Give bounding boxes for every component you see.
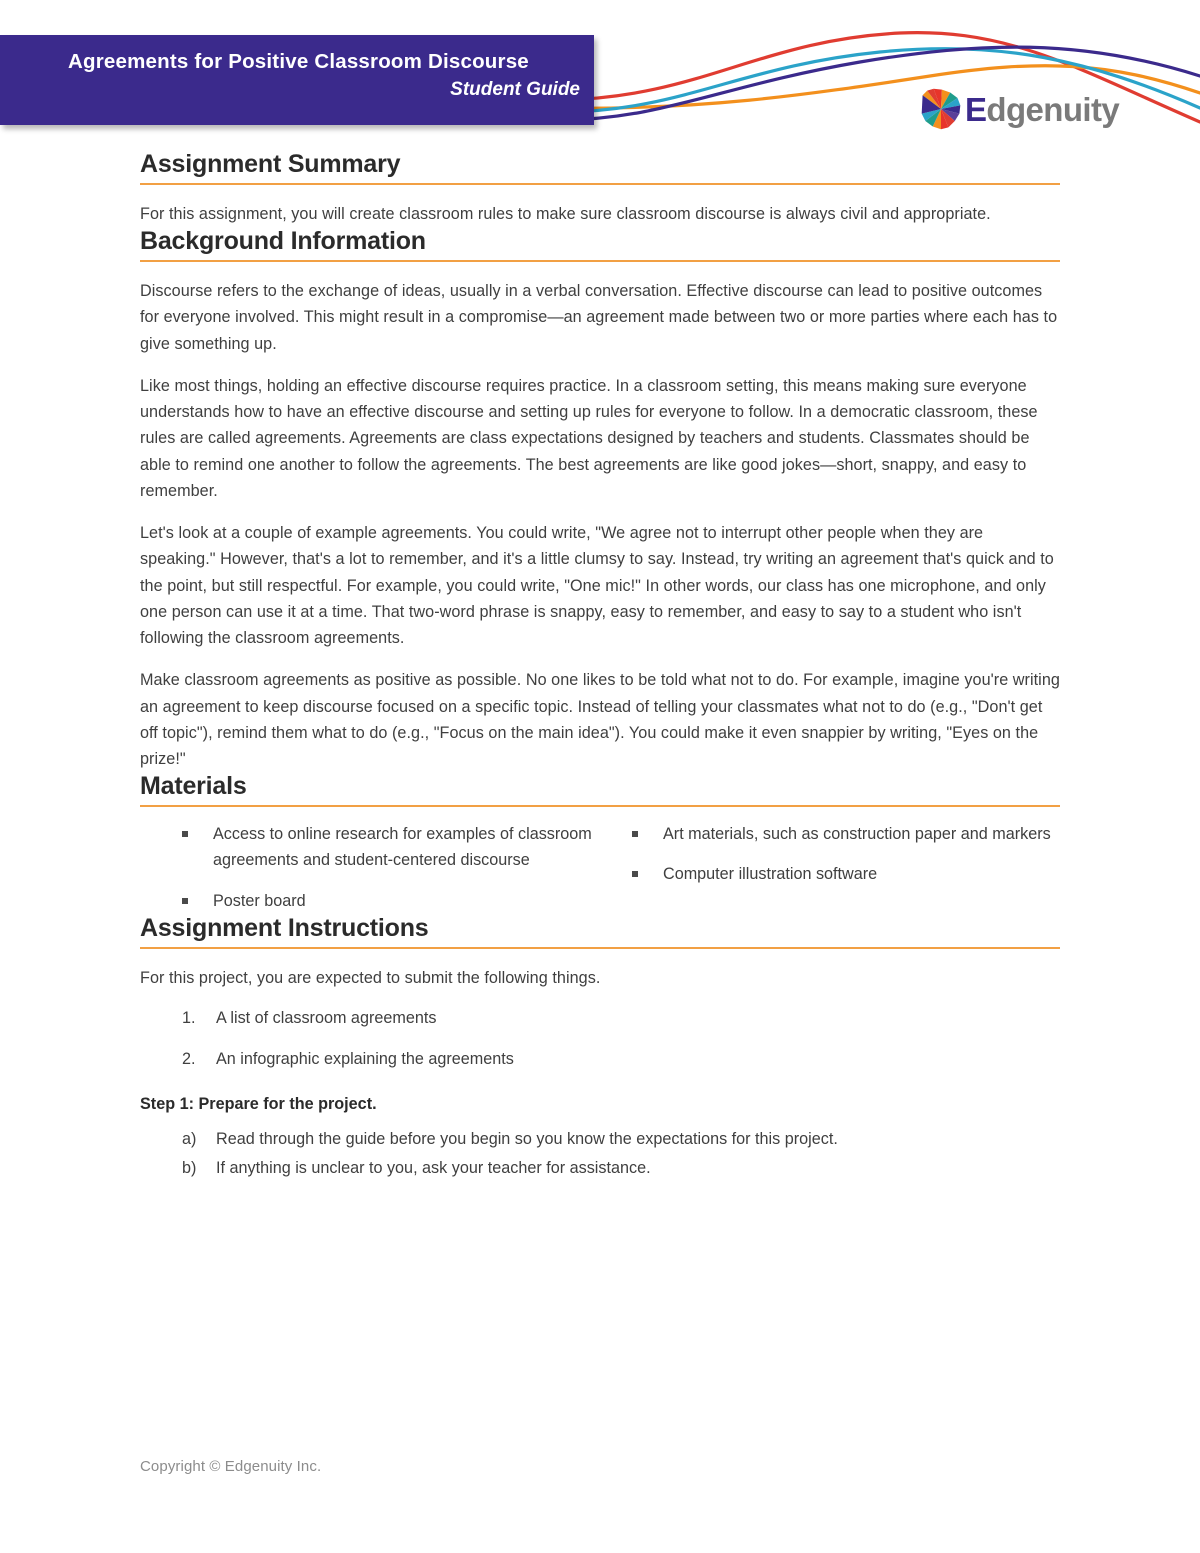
materials-column-left [140, 821, 600, 914]
square-bullet-icon [182, 831, 188, 837]
list-item [182, 1155, 1060, 1181]
list-marker: 2. [182, 1050, 196, 1069]
instructions-lettered-list [140, 1126, 1060, 1181]
list-item [182, 821, 600, 873]
list-marker: b) [182, 1159, 197, 1178]
background-paragraph: Let's look at a couple of example agreements. You could write, "We agree not to interrupt other people when they are speaking." However, that's a lot to remember, and it's a little clumsy to say. Instead, try writing an agreement that's quick and to the point, but still respectful. For example, you could write, "One mic!" In other words, our class has one microphone, and only one person can use it at a time. That two-word phrase is snappy, easy to remember, and easy to say to a student who isn't following the classroom agreements. [140, 524, 1054, 648]
page-footer [140, 1458, 1060, 1475]
list-item-label: Computer illustration software [663, 865, 878, 884]
section-heading-materials: Materials [140, 772, 1060, 807]
list-item [182, 1047, 1060, 1073]
background-paragraph: Make classroom agreements as positive as possible. No one likes to be told what not to do. For example, imagine you're writing an agreement to keep discourse focused on a specific topic. Instead of telling your classmates what not to do (e.g., "Don't get off topic"), remind them what to do (e.g., "Focus on the main idea"). You could make it even snappier by writing, "Eyes on the prize!" [140, 671, 1060, 768]
materials-list-left [182, 821, 600, 914]
list-item-label: Art materials, such as construction paper and markers [663, 825, 1051, 844]
section-heading-assignment-instructions: Assignment Instructions [140, 914, 1060, 949]
page-title: Agreements for Positive Classroom Discourse [68, 50, 529, 73]
list-item-label: If anything is unclear to you, ask your teacher for assistance. [216, 1159, 651, 1178]
edgenuity-x-starburst-icon [918, 86, 964, 132]
square-bullet-icon [182, 898, 188, 904]
title-band [0, 35, 594, 125]
list-marker: 1. [182, 1009, 196, 1028]
section-heading-background-information: Background Information [140, 227, 1060, 262]
page-header [0, 0, 1200, 150]
list-item [182, 888, 600, 914]
materials-list-right [632, 821, 1060, 887]
list-marker: a) [182, 1130, 197, 1148]
list-item [632, 821, 1060, 847]
list-item-label: Read through the guide before you begin so you know the expectations for this project. [216, 1130, 838, 1148]
instructions-intro: For this project, you are expected to submit the following things. [140, 968, 601, 987]
edgenuity-wordmark [965, 90, 1120, 128]
wordmark-initial: E [965, 90, 987, 128]
background-paragraph: Like most things, holding an effective discourse requires practice. In a classroom setting, this means making sure everyone understands how to have an effective discourse and setting up rules for everyone to follow. In a democratic classroom, these rules are called agreements. Agreements are class expectations designed by teachers and students. Classmates should be able to remind one another to follow the agreements. The best agreements are like good jokes—short, snappy, and easy to remember. [140, 376, 1038, 500]
document-content [140, 150, 1060, 1184]
wordmark-rest: dgenuity [986, 90, 1120, 128]
step-heading: Step 1: Prepare for the project. [140, 1095, 377, 1113]
square-bullet-icon [632, 831, 638, 837]
list-item-label: A list of classroom agreements [216, 1009, 437, 1028]
background-paragraph: Discourse refers to the exchange of ideas, usually in a verbal conversation. Effective discourse can lead to positive outcomes for everyone involved. This might result in a compromise—an agreement made between two or more parties where each has to give something up. [140, 282, 1058, 353]
edgenuity-logo [918, 86, 1119, 132]
list-item [182, 1006, 1060, 1032]
instructions-numbered-list [140, 1006, 1060, 1073]
square-bullet-icon [632, 871, 638, 877]
list-item-label: Access to online research for examples of classroom agreements and student-centered discourse [213, 825, 592, 870]
list-item-label: An infographic explaining the agreements [216, 1050, 514, 1069]
list-item [632, 861, 1060, 887]
materials-column-right [600, 821, 1060, 914]
materials-columns [140, 821, 1060, 914]
copyright-text: Copyright © Edgenuity Inc. [140, 1458, 322, 1475]
summary-paragraph: For this assignment, you will create classroom rules to make sure classroom discourse is always civil and appropriate. [140, 205, 991, 223]
list-item-label: Poster board [213, 891, 306, 910]
page-subtitle: Student Guide [450, 79, 580, 101]
list-item [182, 1126, 1060, 1152]
section-heading-assignment-summary: Assignment Summary [140, 150, 1060, 185]
